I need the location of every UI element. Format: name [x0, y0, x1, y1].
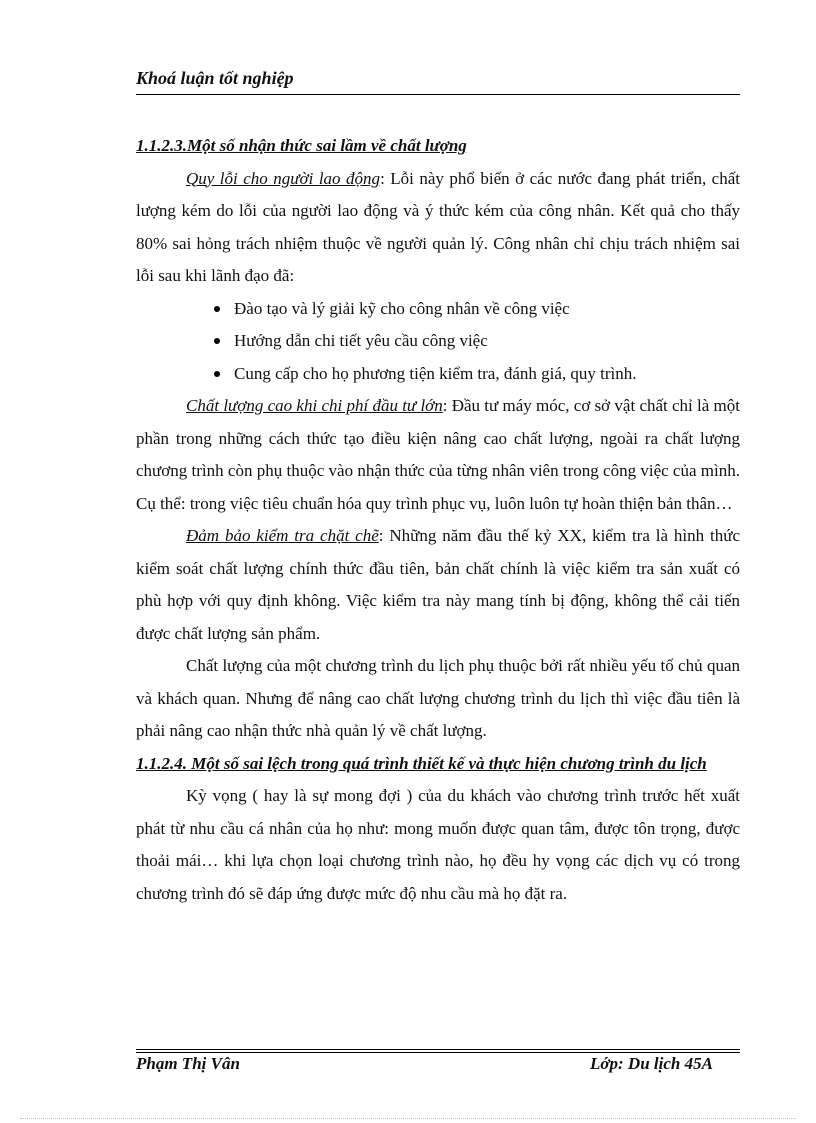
paragraph-lead: Đảm bảo kiểm tra chặt chẽ	[186, 526, 379, 545]
bullet-item: Đào tạo và lý giải kỹ cho công nhân về công việc	[214, 293, 740, 326]
section-heading-text: 1.1.2.4. Một số sai lệch trong quá trình thiết kế và thực hiện chương trình du lịch	[136, 753, 707, 773]
footer-rule	[136, 1052, 740, 1053]
footer-rule	[136, 1049, 740, 1050]
bullet-list	[136, 293, 740, 391]
paragraph	[136, 390, 740, 520]
paragraph-text: : Lỗi này phổ biến ở các nước đang phát triển, chất lượng kém do lỗi của người lao động và ý thức kém của công nhân. Kết quả cho thấy 80% sai hỏng trách nhiệm thuộc về người quản lý. Công nhân chỉ chịu trách nhiệm sai lỗi sau khi lãnh đạo đã:	[136, 168, 740, 285]
bullet-item: Cung cấp cho họ phương tiện kiểm tra, đánh giá, quy trình.	[214, 358, 740, 391]
page-edge	[20, 1118, 796, 1119]
paragraph	[136, 163, 740, 293]
document-body	[136, 130, 740, 910]
paragraph: Chất lượng của một chương trình du lịch phụ thuộc bởi rất nhiều yếu tố chủ quan và khách quan. Nhưng để nâng cao chất lượng chương trình du lịch thì việc đầu tiên là phải nâng cao nhận thức nhà quản lý về chất lượng.	[136, 656, 740, 740]
paragraph	[136, 520, 740, 650]
paragraph-text: : Đầu tư máy móc, cơ sở vật chất chỉ là một phần trong những cách thức tạo điều kiện nâng cao chất lượng, ngoài ra chất lượng chương trình còn phụ thuộc vào nhận thức của từng nhân viên trong công việc của mình. Cụ thể: trong việc tiêu chuẩn hóa quy trình phục vụ, luôn luôn tự hoàn thiện bản thân…	[136, 396, 740, 513]
paragraph-text: : Những năm đầu thế kỷ XX, kiểm tra là hình thức kiểm soát chất lượng chính thức đầu tiên, bản chất chính là việc kiểm tra sản xuất có phù hợp với quy định không. Việc kiểm tra này mang tính bị động, không thể cải tiến được chất lượng sản phẩm.	[136, 526, 741, 643]
section-heading	[136, 748, 740, 781]
header-rule	[136, 94, 740, 95]
paragraph-lead: Quy lỗi cho người lao động	[186, 168, 381, 188]
paragraph: Kỳ vọng ( hay là sự mong đợi ) của du khách vào chương trình trước hết xuất phát từ nhu cầu cá nhân của họ như: mong muốn được quan tâm, được tôn trọng, được thoải mái… khi lựa chọn loại chương trình nào, họ đều hy vọng các dịch vụ có trong chương trình đó sẽ đáp ứng được mức độ nhu cầu mà họ đặt ra.	[136, 786, 740, 903]
header-title: Khoá luận tốt nghiệp	[136, 68, 294, 88]
paragraph-lead: Chất lượng cao khi chi phí đầu tư lớn	[186, 396, 443, 415]
section-heading-text: 1.1.2.3.Một số nhận thức sai lầm về chất lượng	[136, 136, 467, 155]
bullet-item: Hướng dẫn chi tiết yêu cầu công việc	[214, 325, 740, 358]
footer-class: Lớp: Du lịch 45A	[590, 1054, 713, 1073]
footer-author: Phạm Thị Vân	[136, 1054, 240, 1073]
section-heading	[136, 130, 740, 163]
